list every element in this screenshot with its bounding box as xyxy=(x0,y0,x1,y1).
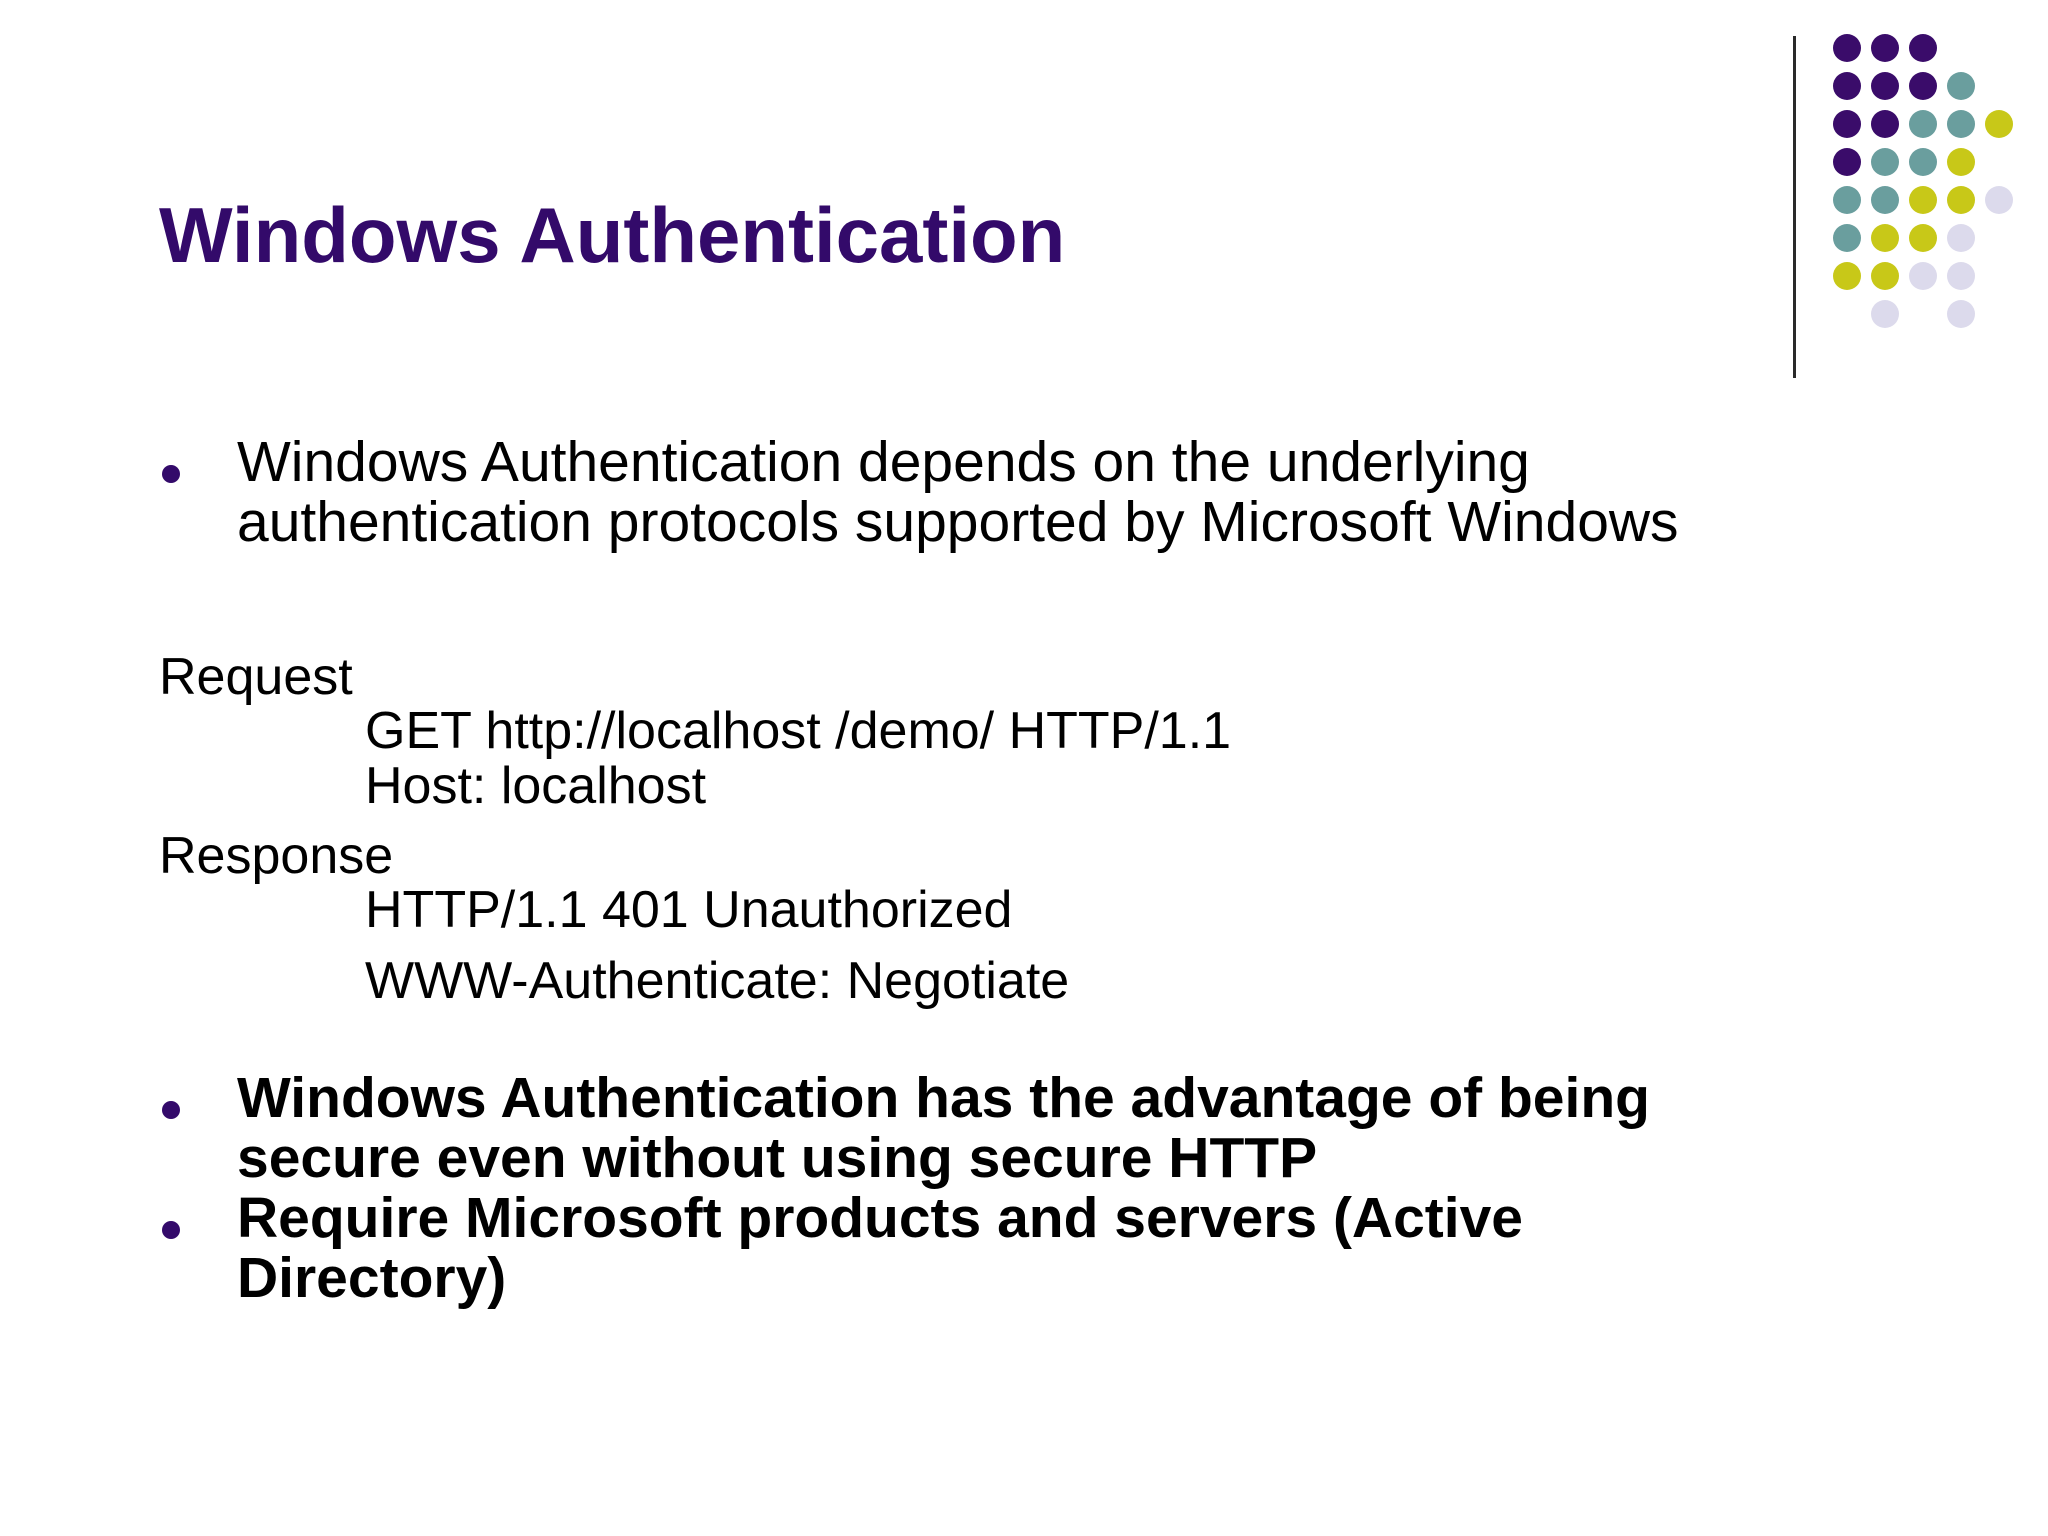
decorative-dot xyxy=(1985,110,2013,138)
bullet-marker xyxy=(162,1101,180,1119)
decorative-dot xyxy=(1833,186,1861,214)
decorative-dot xyxy=(1871,110,1899,138)
bullet-line: Windows Authentication depends on the underlying xyxy=(237,430,1530,494)
decorative-dot xyxy=(1947,72,1975,100)
decorative-dot xyxy=(1871,72,1899,100)
decorative-dot xyxy=(1909,148,1937,176)
bullet-line: authentication protocols supported by Microsoft Windows xyxy=(237,490,1679,554)
decorative-dot xyxy=(1871,186,1899,214)
decorative-dot xyxy=(1909,110,1937,138)
bullet-line: Directory) xyxy=(237,1246,507,1310)
decorative-dot xyxy=(1833,262,1861,290)
decorative-dot xyxy=(1909,224,1937,252)
decorative-dot xyxy=(1947,110,1975,138)
response-line: HTTP/1.1 401 Unauthorized xyxy=(365,881,1013,939)
decorative-dot xyxy=(1909,262,1937,290)
decorative-dot xyxy=(1833,224,1861,252)
response-label: Response xyxy=(159,827,394,885)
decorative-dot xyxy=(1871,300,1899,328)
slide-title: Windows Authentication xyxy=(159,191,1066,279)
decorative-dot xyxy=(1909,186,1937,214)
decorative-dot xyxy=(1871,34,1899,62)
decorative-dot xyxy=(1909,34,1937,62)
bullet-marker xyxy=(162,465,180,483)
decorative-dot xyxy=(1871,148,1899,176)
decorative-dot xyxy=(1871,224,1899,252)
response-line: WWW-Authenticate: Negotiate xyxy=(365,952,1070,1010)
decorative-dot xyxy=(1947,300,1975,328)
decorative-dot xyxy=(1833,34,1861,62)
bullet-marker xyxy=(162,1221,180,1239)
decorative-dot xyxy=(1833,148,1861,176)
decorative-dot xyxy=(1947,186,1975,214)
request-line: GET http://localhost /demo/ HTTP/1.1 xyxy=(365,702,1232,760)
decorative-dot xyxy=(1985,186,2013,214)
request-line: Host: localhost xyxy=(365,757,707,815)
decorative-dot xyxy=(1947,148,1975,176)
bullet-line: Require Microsoft products and servers (Active xyxy=(237,1186,1524,1250)
decorative-dot xyxy=(1947,224,1975,252)
vertical-divider xyxy=(1793,36,1796,378)
decorative-dot xyxy=(1833,110,1861,138)
bullet-line: Windows Authentication has the advantage of being xyxy=(237,1066,1650,1130)
bullet-line: secure even without using secure HTTP xyxy=(237,1126,1318,1190)
decorative-dot xyxy=(1833,72,1861,100)
decorative-dot xyxy=(1871,262,1899,290)
decorative-dot xyxy=(1947,262,1975,290)
decorative-dot xyxy=(1909,72,1937,100)
request-label: Request xyxy=(159,648,353,706)
